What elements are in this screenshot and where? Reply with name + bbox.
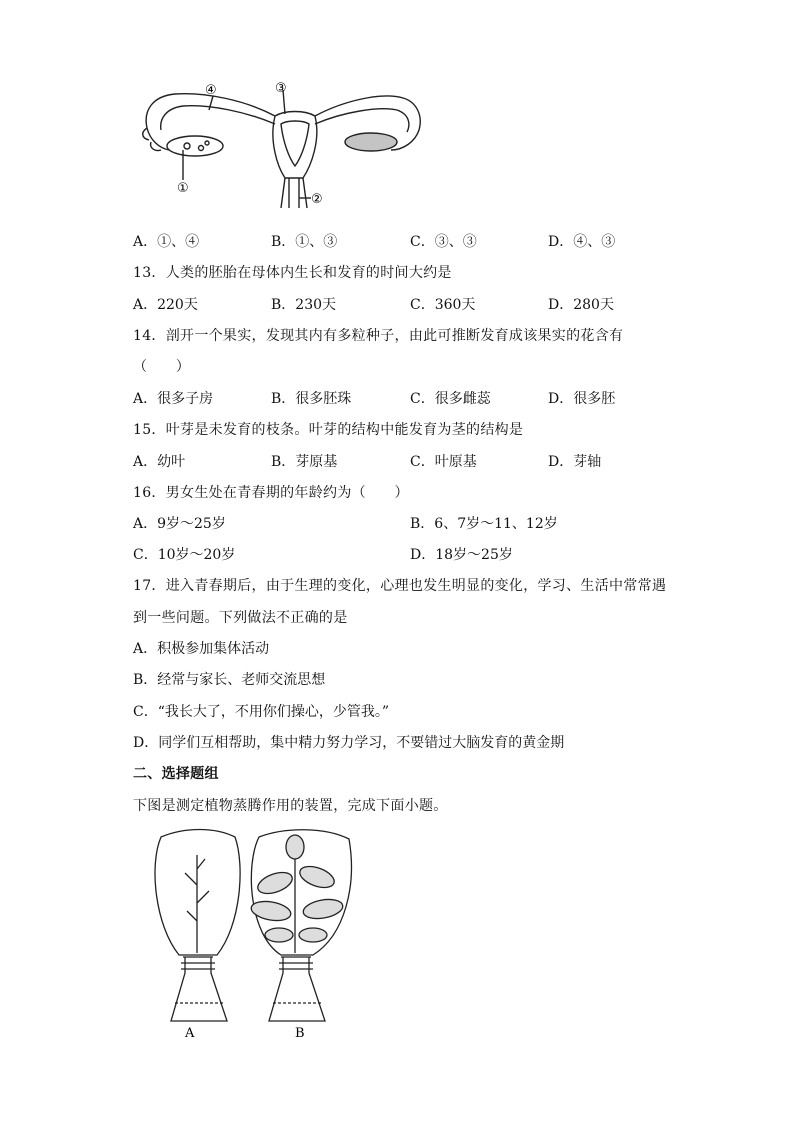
q14-option-b[interactable]: B．很多胚珠 xyxy=(271,391,352,407)
uterus-diagram xyxy=(135,80,435,210)
q13-option-b[interactable]: B．230天 xyxy=(271,297,337,313)
label-2: ② xyxy=(311,192,323,207)
label-a: A xyxy=(185,1026,195,1040)
q13-stem: 13．人类的胚胎在母体内生长和发育的时间大约是 xyxy=(133,265,452,281)
q17-stem-line2: 到一些问题。下列做法不正确的是 xyxy=(133,610,348,626)
label-1: ① xyxy=(177,181,189,196)
q15-option-d[interactable]: D．芽轴 xyxy=(548,454,602,470)
section-heading: 二、选择题组 xyxy=(133,766,219,782)
q15-option-b[interactable]: B．芽原基 xyxy=(271,454,338,470)
q17-option-c[interactable]: C．“我长大了，不用你们操心，少管我。” xyxy=(133,704,390,720)
q12-option-b[interactable]: B．①、③ xyxy=(271,234,338,250)
q17-option-d[interactable]: D．同学们互相帮助，集中精力努力学习，不要错过大脑发育的黄金期 xyxy=(133,735,565,751)
q16-stem: 16．男女生处在青春期的年龄约为（ ） xyxy=(133,485,409,501)
q17-option-b[interactable]: B．经常与家长、老师交流思想 xyxy=(133,672,326,688)
q16-option-b[interactable]: B．6、7岁～11、12岁 xyxy=(410,516,558,532)
q12-option-c[interactable]: C．③、③ xyxy=(410,234,477,250)
q16-option-d[interactable]: D．18岁～25岁 xyxy=(410,547,513,563)
q12-option-a[interactable]: A．①、④ xyxy=(133,234,200,250)
q16-option-a[interactable]: A．9岁～25岁 xyxy=(133,516,226,532)
q17-stem-line1: 17．进入青春期后，由于生理的变化，心理也发生明显的变化，学习、生活中常常遇 xyxy=(133,578,667,594)
q17-option-a[interactable]: A．积极参加集体活动 xyxy=(133,641,270,657)
q14-option-c[interactable]: C．很多雌蕊 xyxy=(410,391,491,407)
section-intro: 下图是测定植物蒸腾作用的装置，完成下面小题。 xyxy=(133,798,448,814)
label-b: B xyxy=(295,1026,305,1040)
q14-stem-line2: （ ） xyxy=(133,359,191,375)
q13-option-c[interactable]: C．360天 xyxy=(410,297,476,313)
q16-option-c[interactable]: C．10岁～20岁 xyxy=(133,547,236,563)
transpiration-apparatus-diagram xyxy=(145,825,365,1040)
q13-option-d[interactable]: D．280天 xyxy=(548,297,614,313)
q15-option-a[interactable]: A．幼叶 xyxy=(133,454,186,470)
q14-option-a[interactable]: A．很多子房 xyxy=(133,391,214,407)
label-4: ④ xyxy=(205,83,217,98)
q15-option-c[interactable]: C．叶原基 xyxy=(410,454,477,470)
q14-option-d[interactable]: D．很多胚 xyxy=(548,391,616,407)
q15-stem: 15．叶芽是未发育的枝条。叶芽的结构中能发育为茎的结构是 xyxy=(133,422,524,438)
q14-stem-line1: 14．剖开一个果实，发现其内有多粒种子，由此可推断发育成该果实的花含有 xyxy=(133,328,624,344)
label-3: ③ xyxy=(275,81,287,96)
q13-option-a[interactable]: A．220天 xyxy=(133,297,198,313)
q12-option-d[interactable]: D．④、③ xyxy=(548,234,616,250)
